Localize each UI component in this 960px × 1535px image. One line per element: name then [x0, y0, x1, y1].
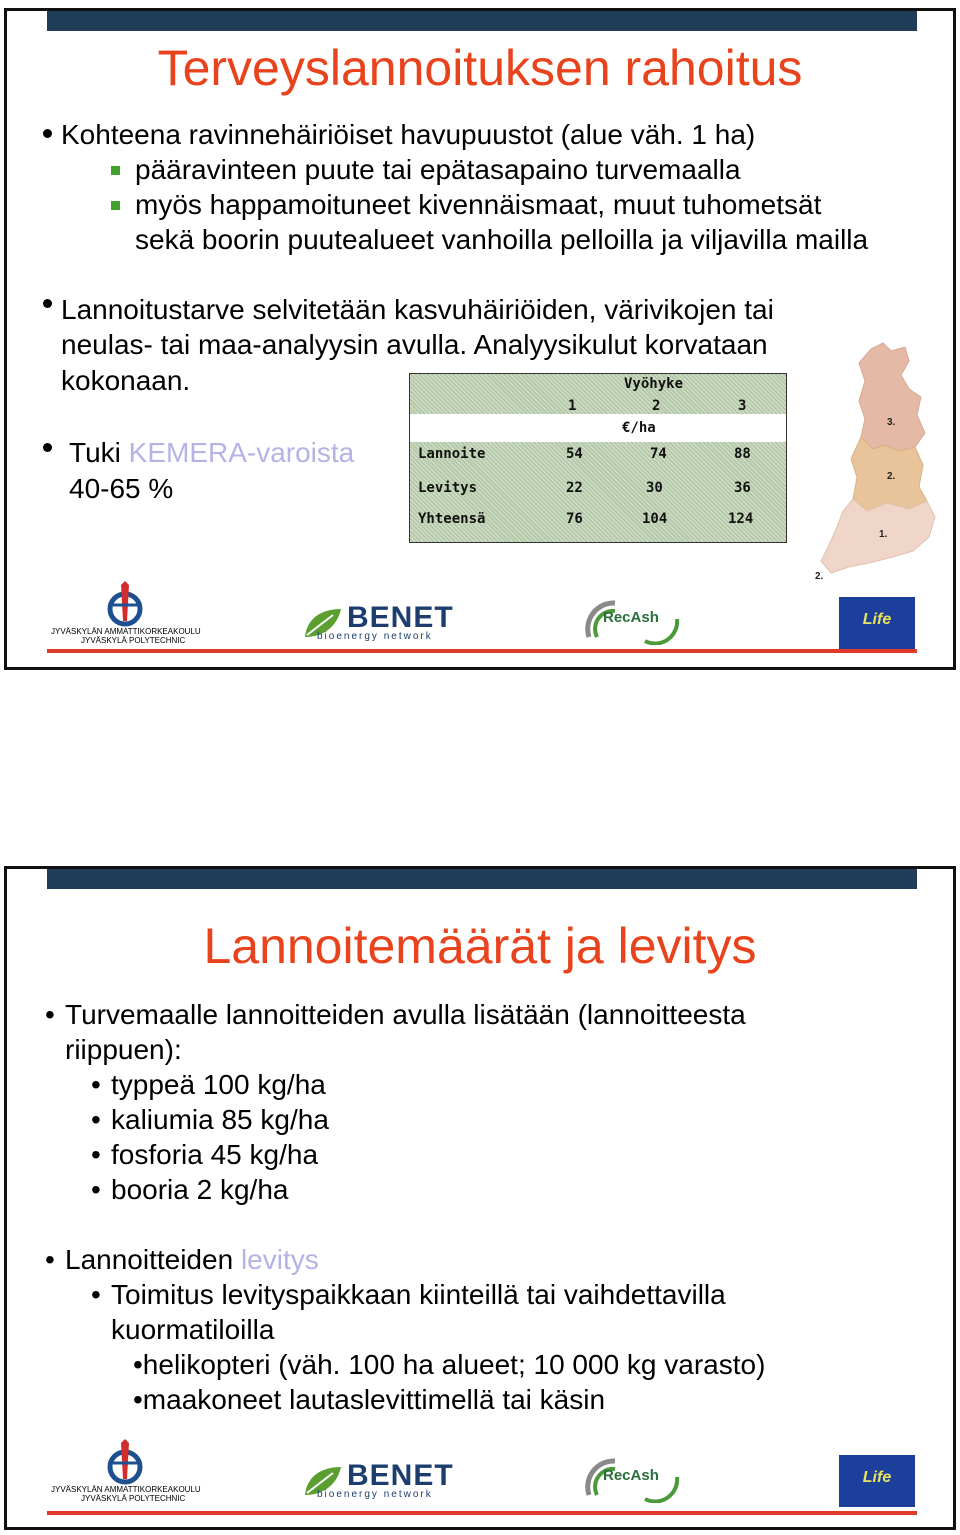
bullet-dot	[43, 443, 52, 452]
sub-bullet-marker: •	[91, 1069, 101, 1100]
bullet-text	[69, 435, 354, 470]
slide-title: Terveyslannoituksen rahoitus	[157, 40, 803, 96]
bullet-dot	[43, 299, 52, 308]
jamk-name: JYVÄSKYLÄN AMMATTIKORKEAKOULU	[51, 627, 201, 636]
sub-bullet-text: sekä boorin puutealueet vanhoilla pelloilla ja viljavilla mailla	[135, 224, 869, 255]
slide-1	[4, 8, 956, 670]
jamk-name: JYVÄSKYLÄN AMMATTIKORKEAKOULU	[51, 1485, 201, 1494]
bullet-square-icon	[111, 201, 120, 210]
sub-bullet-text: Toimitus levityspaikkaan kiinteillä tai vaihdettavilla	[111, 1279, 726, 1310]
table-header: Vyöhyke	[624, 376, 684, 392]
table-cell: 88	[734, 446, 751, 462]
map-zone-label: 2.	[815, 571, 824, 581]
table-cell: 36	[734, 480, 751, 496]
slide-title: Lannoitemäärät ja levitys	[203, 918, 757, 974]
bold-term: Turvemaalle	[65, 999, 219, 1030]
benet-logo: BENET	[347, 601, 454, 634]
slide-bottom-bar	[47, 1511, 917, 1515]
benet-subtitle: bioenergy network	[317, 1489, 433, 1500]
sub-sub-bullet-text: •helikopteri (väh. 100 ha alueet; 10 000 kg varasto)	[133, 1349, 766, 1380]
slide-2	[4, 866, 956, 1530]
levitys-link[interactable]: levitys	[240, 1244, 319, 1275]
jamk-logo-icon	[103, 581, 147, 629]
slide-bottom-bar	[47, 649, 917, 653]
bullet-text: kokonaan.	[61, 365, 191, 396]
table-zone: 3	[738, 398, 747, 414]
sub-bullet-text: kuormatiloilla	[111, 1314, 275, 1345]
map-zone-label: 3.	[887, 417, 896, 428]
jamk-subname: JYVÄSKYLÄ POLYTECHNIC	[81, 636, 186, 645]
bullet-text-prefix: Tuki	[69, 437, 129, 468]
list-item: typpeä 100 kg/ha	[111, 1069, 326, 1100]
sub-bullet-text: pääravinteen puute tai epätasapaino turvemaalla	[135, 154, 741, 185]
bullet-text: Lannoitustarve selvitetään kasvuhäiriöiden, värivikojen tai	[61, 294, 774, 325]
life-label: Life	[862, 611, 892, 628]
bullet-marker: •	[45, 999, 55, 1030]
life-label: Life	[862, 1469, 892, 1486]
sub-bullet-marker: •	[91, 1104, 101, 1135]
list-item: fosforia 45 kg/ha	[111, 1139, 319, 1170]
cost-table	[409, 373, 787, 543]
recash-logo: RecAsh	[603, 609, 659, 626]
benet-logo: BENET	[347, 1459, 454, 1492]
table-cell: 104	[642, 511, 668, 527]
table-cell: 22	[566, 480, 583, 496]
table-cell: 124	[728, 511, 754, 527]
table-cell: 76	[566, 511, 583, 527]
bullet-text: 40-65 %	[69, 473, 174, 504]
eu-life-logo	[839, 1455, 915, 1507]
list-item: kaliumia 85 kg/ha	[111, 1104, 329, 1135]
kemera-link[interactable]: KEMERA-varoista	[128, 437, 355, 468]
slide-top-bar	[47, 869, 917, 889]
sub-bullet-marker: •	[91, 1139, 101, 1170]
table-cell: 30	[646, 480, 663, 496]
eu-life-logo	[839, 597, 915, 649]
table-unit-band	[410, 414, 786, 442]
table-cell: 74	[650, 446, 667, 462]
slide-top-bar	[47, 11, 917, 31]
map-zone-label: 1.	[879, 529, 888, 540]
jamk-logo-icon	[103, 1439, 147, 1487]
table-cell: 54	[566, 446, 583, 462]
bullet-marker: •	[45, 1244, 55, 1275]
table-row-label: Yhteensä	[418, 511, 486, 527]
jamk-subname: JYVÄSKYLÄ POLYTECHNIC	[81, 1494, 186, 1503]
recash-logo: RecAsh	[603, 1467, 659, 1484]
bullet-square-icon	[111, 166, 120, 175]
bullet-text-rest: lannoitteiden avulla lisätään (lannoitteesta	[218, 999, 746, 1030]
bullet-text: riippuen):	[65, 1034, 182, 1065]
sub-bullet-marker: •	[91, 1279, 101, 1310]
bullet-text: neulas- tai maa-analyysin avulla. Analyysikulut korvataan	[61, 329, 768, 360]
benet-subtitle: bioenergy network	[317, 631, 433, 642]
bullet-dot	[43, 129, 52, 138]
table-zone: 2	[652, 398, 661, 414]
bullet-text-prefix: Lannoitteiden	[65, 1244, 241, 1275]
sub-bullet-text: myös happamoituneet kivennäismaat, muut tuhometsät	[135, 189, 822, 220]
bullet-text	[65, 1242, 319, 1277]
table-row-label: Lannoite	[418, 446, 486, 462]
table-row-label: Levitys	[418, 480, 478, 496]
sub-bullet-marker: •	[91, 1174, 101, 1205]
finland-zone-map	[813, 341, 955, 581]
table-zone: 1	[568, 398, 577, 414]
bullet-text	[65, 997, 746, 1032]
sub-sub-bullet-text: •maakoneet lautaslevittimellä tai käsin	[133, 1384, 606, 1415]
table-unit: €/ha	[622, 420, 656, 436]
bullet-text: Kohteena ravinnehäiriöiset havupuustot (alue väh. 1 ha)	[61, 119, 756, 150]
list-item: booria 2 kg/ha	[111, 1174, 289, 1205]
map-zone-label: 2.	[887, 471, 896, 482]
